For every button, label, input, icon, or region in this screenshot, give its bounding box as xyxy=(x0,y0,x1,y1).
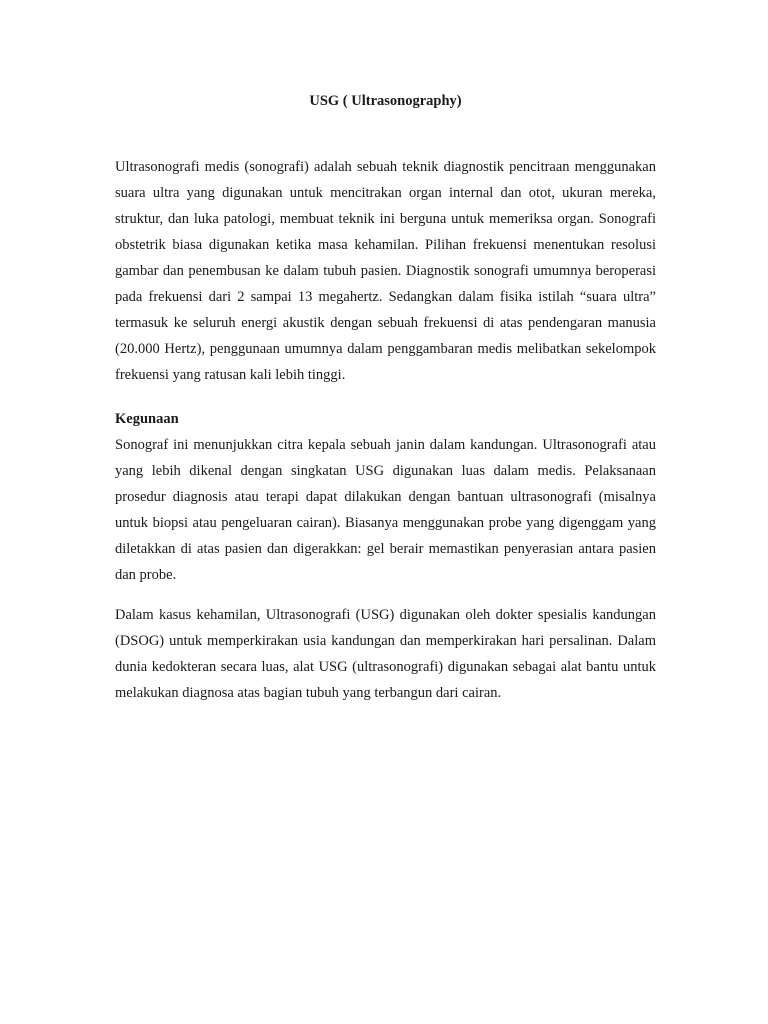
usage-paragraph: Sonograf ini menunjukkan citra kepala sebuah janin dalam kandungan. Ultrasonografi atau yang lebih dikenal dengan singkatan USG digunakan luas dalam medis. Pelaksanaan prosedur diagnosis atau terapi dapat dilakukan dengan bantuan ultrasonografi (misalnya untuk biopsi atau pengeluaran cairan). Biasanya menggunakan probe yang digenggam yang diletakkan di atas pasien dan digerakkan: gel berair memastikan penyerasian antara pasien dan probe. xyxy=(115,437,656,583)
document-title: USG ( Ultrasonography) xyxy=(309,93,462,109)
intro-paragraph: Ultrasonografi medis (sonografi) adalah sebuah teknik diagnostik pencitraan menggunakan suara ultra yang digunakan untuk mencitrakan organ internal dan otot, ukuran mereka, struktur, dan luka patologi, membuat teknik ini berguna untuk memeriksa organ. Sonografi obstetrik biasa digunakan ketika masa kehamilan. Pilihan frekuensi menentukan resolusi gambar dan penembusan ke dalam tubuh pasien. Diagnostik sonografi umumnya beroperasi pada frekuensi dari 2 sampai 13 megahertz. Sedangkan dalam fisika istilah “suara ultra” termasuk ke seluruh energi akustik dengan sebuah frekuensi di atas pendengaran manusia (20.000 Hertz), penggunaan umumnya dalam penggambaran medis melibatkan sekelompok frekuensi yang ratusan kali lebih tinggi. xyxy=(115,159,656,383)
pregnancy-paragraph: Dalam kasus kehamilan, Ultrasonografi (USG) digunakan oleh dokter spesialis kandungan (DSOG) untuk memperkirakan usia kandungan dan memperkirakan hari persalinan. Dalam dunia kedokteran secara luas, alat USG (ultrasonografi) digunakan sebagai alat bantu untuk melakukan diagnosa atas bagian tubuh yang terbangun dari cairan. xyxy=(115,607,656,701)
document-body xyxy=(115,92,656,706)
section-heading-kegunaan: Kegunaan xyxy=(115,411,179,427)
